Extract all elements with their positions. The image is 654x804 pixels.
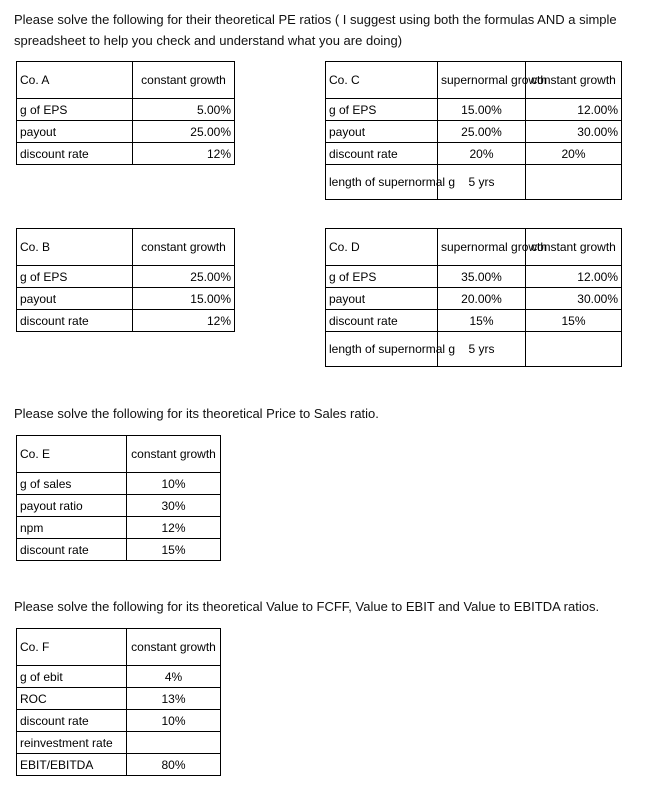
- co-f-row-label: discount rate: [17, 710, 127, 732]
- co-a-row-value: 5.00%: [133, 99, 235, 121]
- co-c-row-v1: 15.00%: [438, 99, 526, 121]
- co-d-row-v2: 30.00%: [526, 288, 622, 310]
- co-c-row-v1: 20%: [438, 143, 526, 165]
- co-b-row-value: 25.00%: [133, 266, 235, 288]
- co-f-table: [16, 628, 221, 776]
- co-c-name: Co. C: [326, 62, 438, 99]
- co-d-row-v1: 35.00%: [438, 266, 526, 288]
- co-e-row-value: 15%: [127, 539, 221, 561]
- co-c-row-v1: 25.00%: [438, 121, 526, 143]
- co-d-row-v1: 15%: [438, 310, 526, 332]
- co-e-row-value: 12%: [127, 517, 221, 539]
- co-e-row-value: 30%: [127, 495, 221, 517]
- co-f-row-label: EBIT/EBITDA: [17, 754, 127, 776]
- co-e-row-label: discount rate: [17, 539, 127, 561]
- co-e-row-label: npm: [17, 517, 127, 539]
- co-f-row-label: reinvestment rate: [17, 732, 127, 754]
- co-f-row-value: [127, 732, 221, 754]
- co-f-col-header: constant growth: [127, 629, 221, 666]
- co-a-row-value: 25.00%: [133, 121, 235, 143]
- co-f-row-label: g of ebit: [17, 666, 127, 688]
- intro-ps-text: Please solve the following for its theoretical Price to Sales ratio.: [14, 406, 379, 421]
- co-d-col2-header: constant growth: [526, 229, 622, 266]
- co-c-row-label: length of supernormal g: [326, 165, 438, 200]
- co-f-name: Co. F: [17, 629, 127, 666]
- co-a-table: [16, 61, 235, 165]
- co-f-row-value: 80%: [127, 754, 221, 776]
- co-a-name: Co. A: [17, 62, 133, 99]
- co-d-row-v2: [526, 332, 622, 367]
- intro-fcff-text: Please solve the following for its theoretical Value to FCFF, Value to EBIT and Value to EBITDA ratios.: [14, 599, 600, 614]
- co-b-row-label: discount rate: [17, 310, 133, 332]
- co-d-row-v2: 12.00%: [526, 266, 622, 288]
- co-c-row-v2: 12.00%: [526, 99, 622, 121]
- co-b-row-label: payout: [17, 288, 133, 310]
- co-e-col-header: constant growth: [127, 436, 221, 473]
- co-b-col-header: constant growth: [133, 229, 235, 266]
- co-c-row-label: payout: [326, 121, 438, 143]
- co-d-row-v2: 15%: [526, 310, 622, 332]
- co-c-row-v2: [526, 165, 622, 200]
- co-c-row-label: discount rate: [326, 143, 438, 165]
- co-d-row-label: discount rate: [326, 310, 438, 332]
- co-e-name: Co. E: [17, 436, 127, 473]
- co-b-row-label: g of EPS: [17, 266, 133, 288]
- co-d-row-label: payout: [326, 288, 438, 310]
- co-c-row-v2: 30.00%: [526, 121, 622, 143]
- co-b-name: Co. B: [17, 229, 133, 266]
- co-e-table: [16, 435, 221, 561]
- co-a-col-header: constant growth: [133, 62, 235, 99]
- co-e-row-value: 10%: [127, 473, 221, 495]
- co-f-row-value: 10%: [127, 710, 221, 732]
- co-a-row-label: payout: [17, 121, 133, 143]
- co-c-row-label: g of EPS: [326, 99, 438, 121]
- co-b-table: [16, 228, 235, 332]
- co-d-row-v1: 5 yrs: [438, 332, 526, 367]
- co-a-row-label: g of EPS: [17, 99, 133, 121]
- co-d-table: [325, 228, 622, 367]
- co-c-col2-header: constant growth: [526, 62, 622, 99]
- co-f-row-value: 13%: [127, 688, 221, 710]
- intro-pe-text: Please solve the following for their theoretical PE ratios ( I suggest using both the formulas AND a simple spreadsheet to help you check and understand what you are doing): [14, 12, 617, 48]
- co-b-row-value: 12%: [133, 310, 235, 332]
- co-e-row-label: payout ratio: [17, 495, 127, 517]
- co-e-row-label: g of sales: [17, 473, 127, 495]
- co-c-col1-header: supernormal growth: [438, 62, 526, 99]
- co-f-row-label: ROC: [17, 688, 127, 710]
- co-d-row-v1: 20.00%: [438, 288, 526, 310]
- co-a-row-label: discount rate: [17, 143, 133, 165]
- co-d-row-label: g of EPS: [326, 266, 438, 288]
- co-d-col1-header: supernormal growth: [438, 229, 526, 266]
- co-c-table: [325, 61, 622, 200]
- co-d-row-label: length of supernormal g: [326, 332, 438, 367]
- co-a-row-value: 12%: [133, 143, 235, 165]
- co-c-row-v2: 20%: [526, 143, 622, 165]
- co-d-name: Co. D: [326, 229, 438, 266]
- co-c-row-v1: 5 yrs: [438, 165, 526, 200]
- co-f-row-value: 4%: [127, 666, 221, 688]
- co-b-row-value: 15.00%: [133, 288, 235, 310]
